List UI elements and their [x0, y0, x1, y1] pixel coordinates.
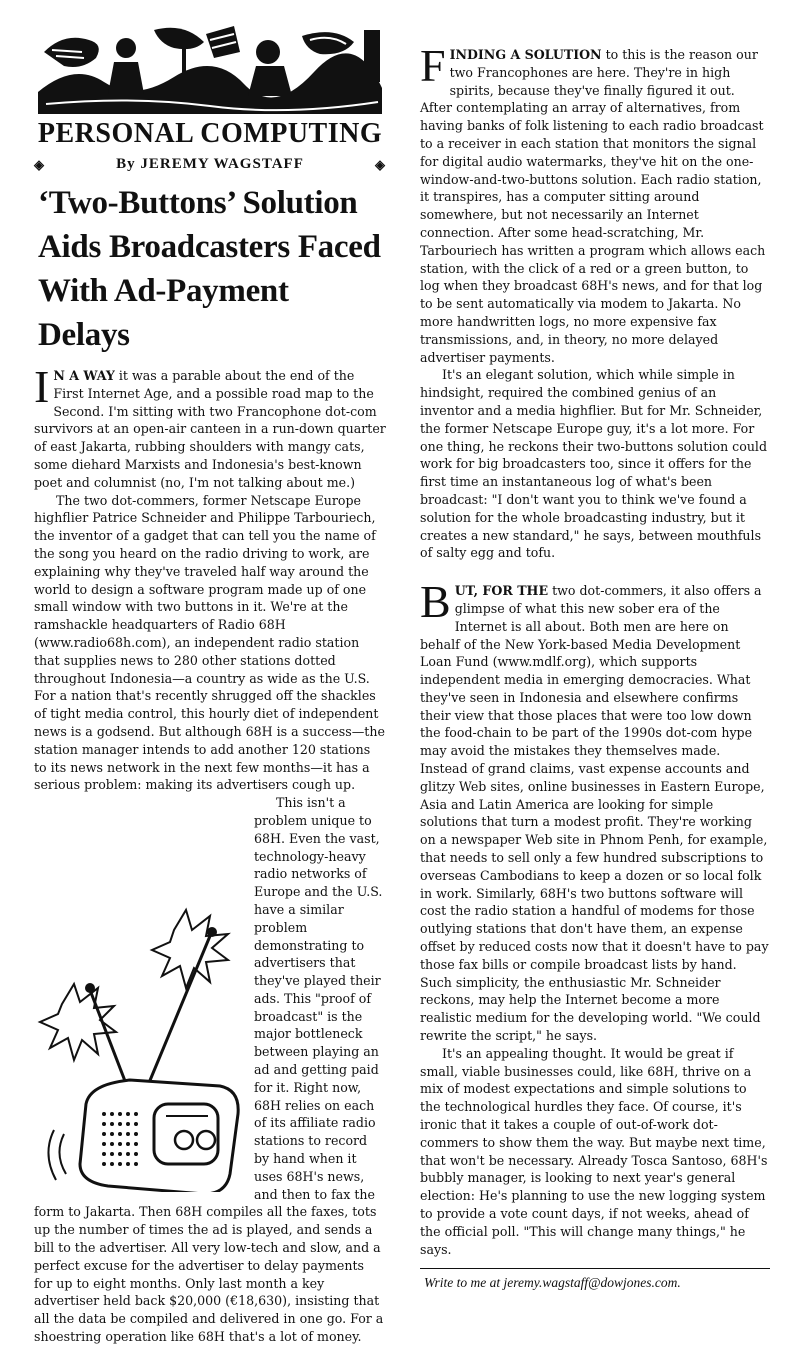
section-gap	[420, 562, 770, 582]
drop-cap: F	[420, 40, 446, 91]
section-title: PERSONAL COMPUTING	[37, 118, 383, 149]
author-contact: Write to me at jeremy.wagstaff@dowjones.com.	[424, 1275, 681, 1291]
paragraph-text: It's an appealing thought. It would be great if small, viable businesses could, like 68H, thrive on a mix of modest expectations and simple solutions to the technological hurdles they face. Of course, it's ironic that it takes a couple of out-of-work dot-commers to show them the way. But maybe next time, that won't be necessary. Already Tosca Santoso, 68H's bubbly manager, is looking to next year's general election: He's planning to use the new logging system to provide a vote count days, if not weeks, ahead of the official poll. "This will change many things," he says.	[420, 1045, 768, 1257]
paragraph-text: to this is the reason our two Francophones are here. They're in high spirits, because they've finally figured it out. After contemplating an array of alternatives, from having banks of folk listening to each radio broadcast to a receiver in each station that monitors the signal for digital audio watermarks, they've hit on the one-window-and-two-buttons solution. Each radio station, it transpires, has a computer sitting around somewhere, but not necessarily an Internet connection. After some head-scratching, Mr. Tarbouriech has written a program which allows each station, with the click of a red or a green button, to log when they broadcast 68H's news, and for that log to be sent automatically via modem to Jakarta. No more handwritten logs, no more expensive fax transmissions, and, in theory, no more delayed advertiser payments.	[420, 47, 766, 365]
banner-illustration	[34, 22, 386, 114]
paragraph	[420, 576, 770, 1045]
byline: By JEREMY WAGSTAFF	[116, 156, 304, 172]
headline: ‘Two-Buttons’ Solution Aids Broadcasters Faced With Ad-Payment Delays	[38, 185, 381, 353]
drop-cap: I	[34, 361, 50, 412]
diamond-icon: ◈	[34, 156, 45, 172]
left-body	[34, 361, 386, 1346]
paragraph	[420, 1045, 770, 1259]
lead-in: N A WAY	[53, 368, 115, 383]
paragraph-text: two dot-commers, it also offers a glimpse of what this new sober era of the Internet is all about. Both men are here on behalf of the New York-based Media Development Loan Fund (www.mdlf.org), which supports independent media in emerging democracies. What they've seen in Indonesia and elsewhere confirms their view that those places that were too low down the food-chain to be part of the 1990s dot-com hype may avoid the mistakes they themselves made. Instead of grand claims, vast expense accounts and glitzy Web sites, online businesses in Eastern Europe, Asia and Latin America are looking for simple solutions that turn a modest profit. They're working on a newspaper Web site in Phnom Penh, for example, that needs to sell only a few hundred subscriptions to overseas Cambodians to keep a dozen or so local folk in work. Similarly, 68H's two buttons software will cost the radio station a handful of modems for those outlying stations that don't have them, an expense offset by reduced costs now that it doesn't have to pay those fax bills or compile broadcast lists by hand. Such simplicity, the enthusiastic Mr. Schneider reckons, may help the Internet become a more realistic medium for the developing world. "We could rewrite the script," he says.	[420, 583, 769, 1044]
left-column	[34, 22, 386, 1346]
divider	[420, 1268, 770, 1269]
right-body	[420, 40, 770, 1258]
paragraph-text: The two dot-commers, former Netscape Europe highflier Patrice Schneider and Philippe Tarbouriech, the inventor of a gadget that can tell you the name of the song you heard on the radio driving to work, are explaining why they've traveled half way around the world to design a software program made up of one small window with two buttons in it. We're at the ramshackle headquarters of Radio 68H (www.radio68h.com), an independent radio station that supplies news to 280 other stations dotted throughout Indonesia—a country as wide as the U.S. For a nation that's recently shrugged off the shackles of tight media control, this hourly diet of independent news is a godsend. But although 68H is a success—the station manager intends to add another 120 stations to its news network in the next few months—it has a serious problem: making its advertisers cough up.	[34, 492, 385, 793]
drop-cap: B	[420, 576, 451, 628]
right-column	[420, 40, 770, 1291]
paragraph	[34, 361, 386, 492]
paragraph	[34, 492, 386, 795]
paragraph	[420, 366, 770, 562]
paragraph	[420, 40, 770, 366]
lead-in: UT, FOR THE	[454, 583, 549, 599]
lead-in: INDING A SOLUTION	[449, 47, 602, 62]
paragraph-text: It's an elegant solution, which while simple in hindsight, required the combined genius of an inventor and a media highflier. But for Mr. Schneider, the former Netscape Europe guy, it's a lot more. For one thing, he reckons their two-buttons solution could work for big broadcasters too, since it offers for the first time an instantaneous log of what's been broadcast: "I don't want you to think we've found a solution for the whole broadcasting industry, but it creates a new standard," he says, between mouthfuls of salty egg and tofu.	[420, 367, 768, 561]
paragraph-text: This isn't a problem unique to 68H. Even the vast, technology-heavy radio networks of Europe and the U.S. have a similar problem demonstrating to advertisers that they've played their ads. This "proof of broadcast" is the major bottleneck between playing an ad and getting paid for it. Right now, 68H relies on each of its affiliate radio stations to record by hand when it uses 68H's news, and then to fax the form to Jakarta. Then 68H compiles all the faxes, tots up the number of times the ad is played, and sends a bill to the advertiser. All very low-tech and slow, and a perfect excuse for the advertiser to delay payments for up to eight months. Only last month a key advertiser held back $20,000 (€18,630), insisting that all the data be compiled and delivered in one go. For a shoestring operation like 68H that's a lot of money.	[34, 795, 384, 1345]
diamond-icon: ◈	[375, 156, 386, 172]
paragraph-text: it was a parable about the end of the First Internet Age, and a possible road map to the Second. I'm sitting with two Francophone dot-com survivors at an open-air canteen in a run-down quarter of east Jakarta, rubbing shoulders with mangy cats, some diehard Marxists and Indonesia's best-known poet and columnist (no, I'm not talking about me.)	[34, 368, 386, 490]
byline-row	[34, 156, 386, 173]
radio-illustration	[34, 794, 246, 1192]
